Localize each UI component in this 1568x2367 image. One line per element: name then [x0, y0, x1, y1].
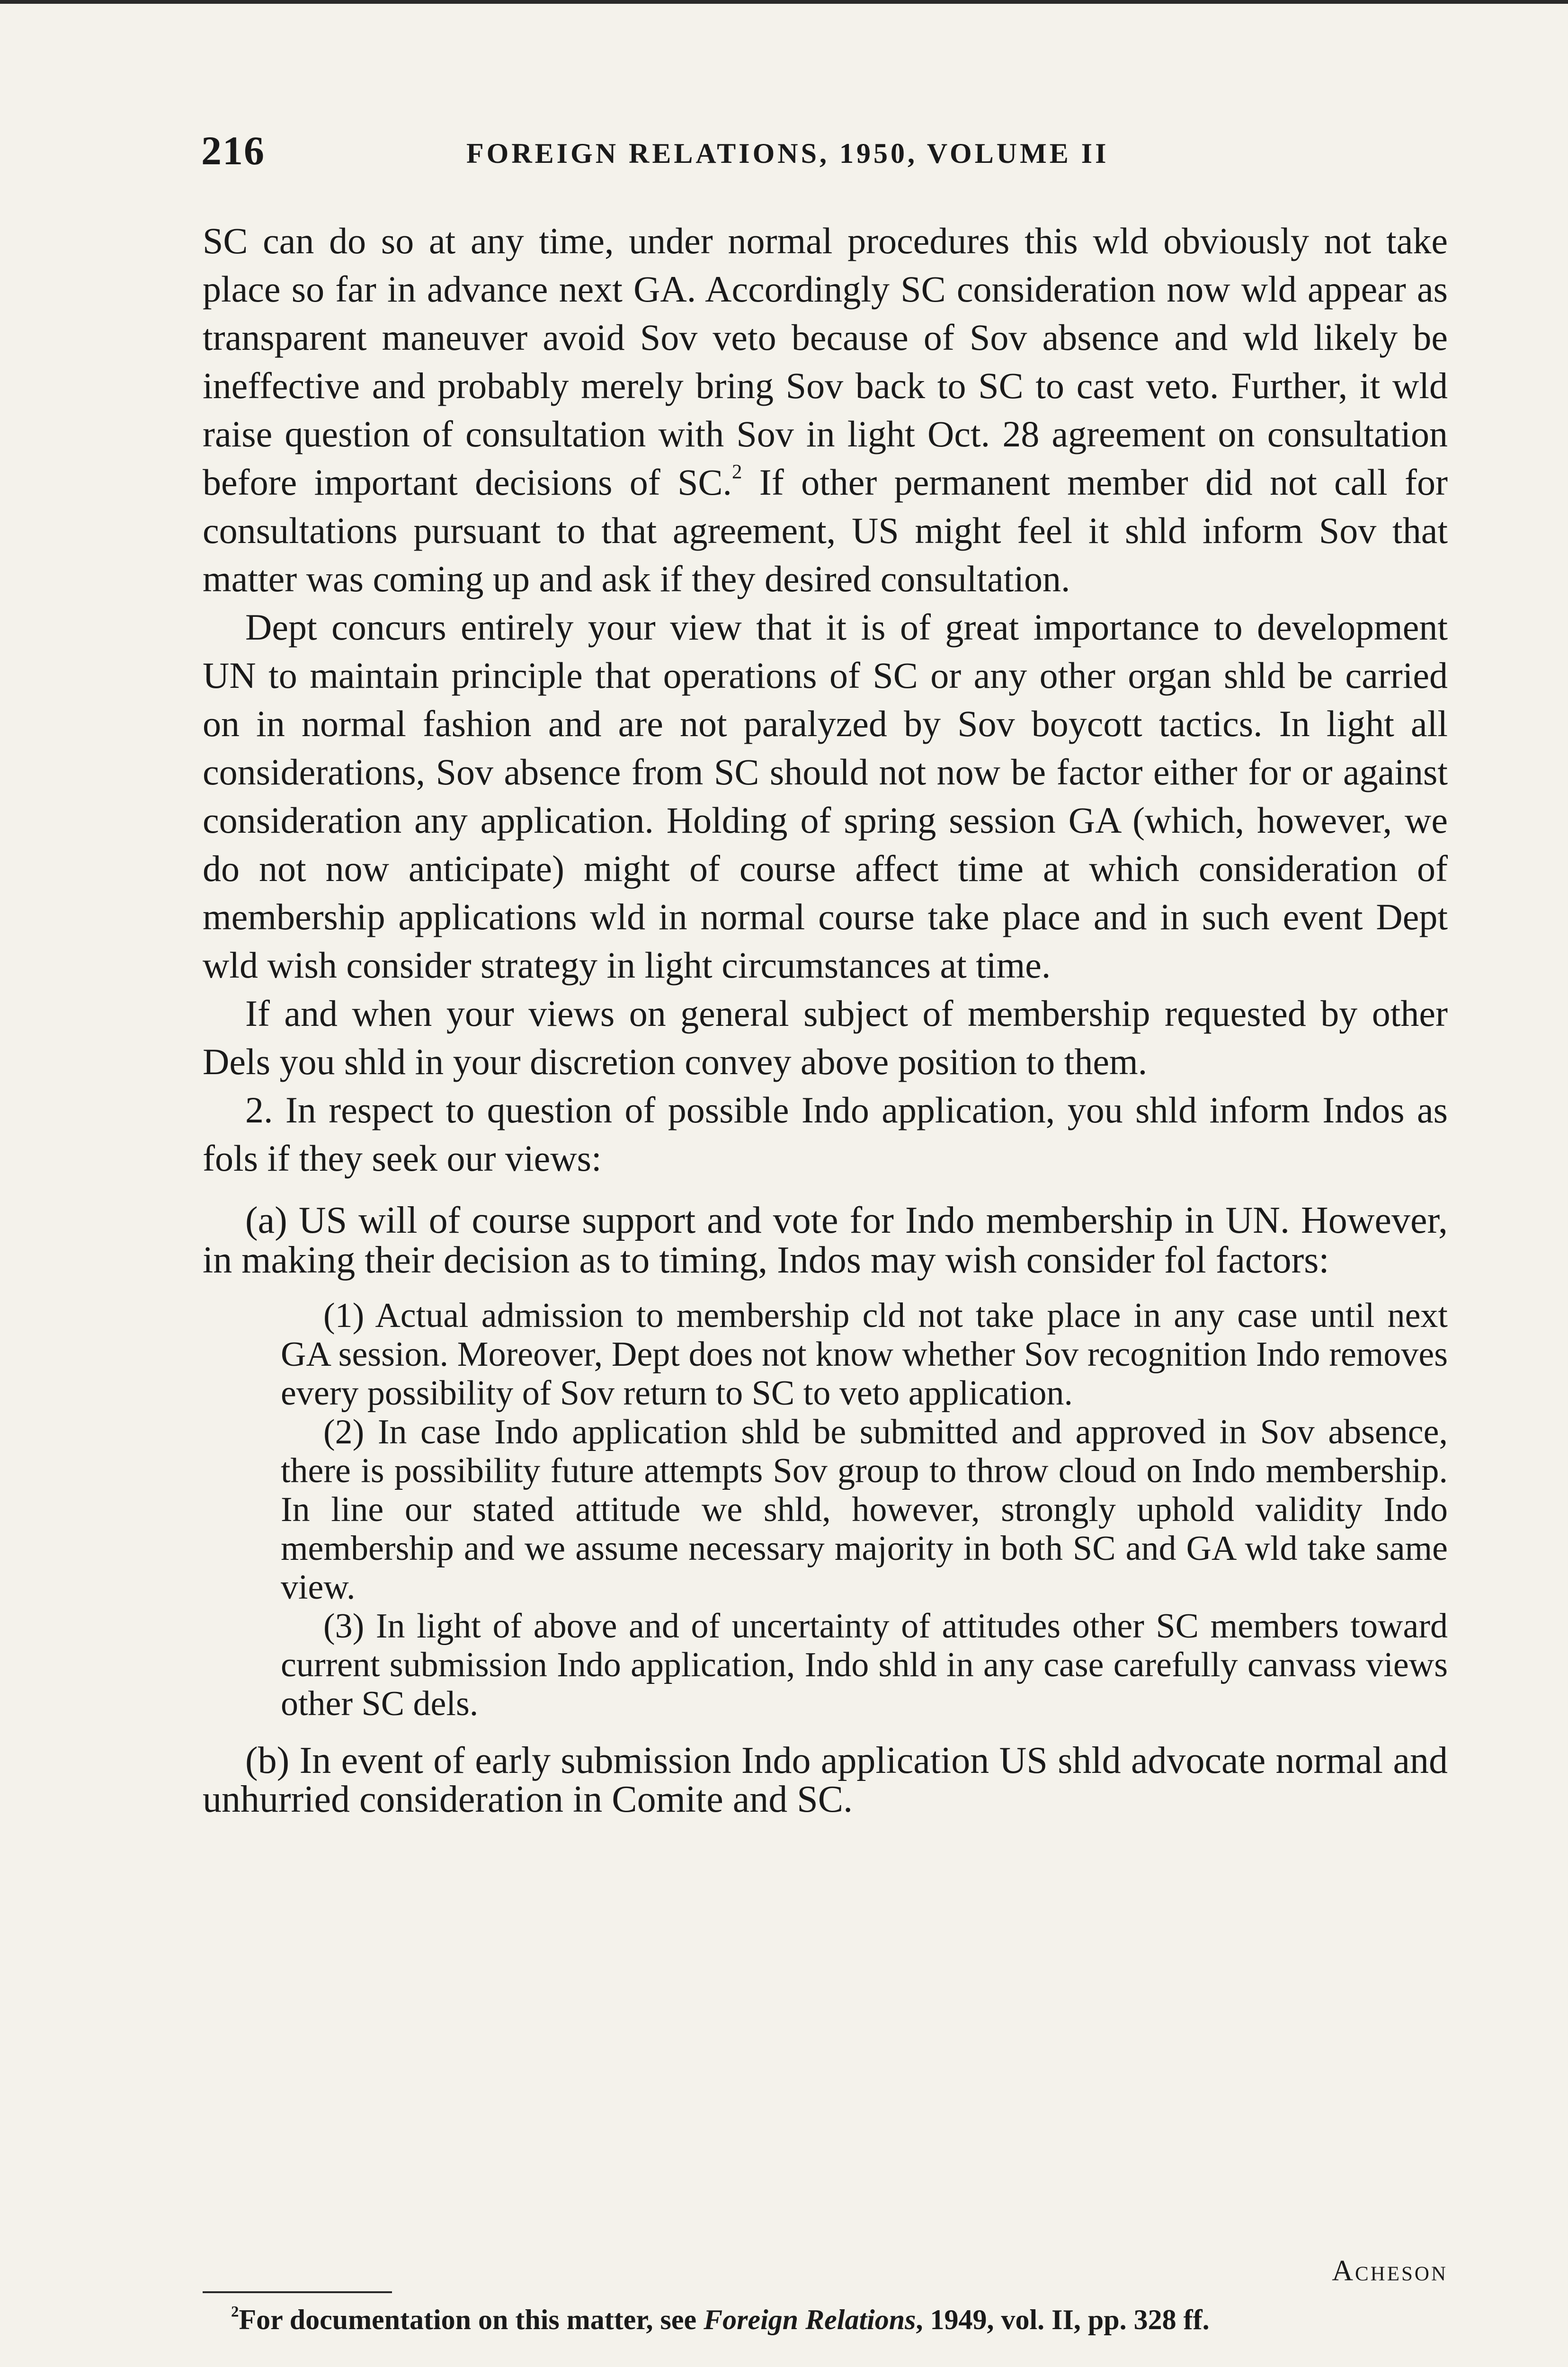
- footnote-marker: 2: [231, 2303, 239, 2321]
- paragraph-1: SC can do so at any time, under normal procedures this wld obviously not take place so far in advance next GA. Accordingly SC consideration now wld appear as transparent maneuver avoid Sov veto because of Sov absence and wld likely be ineffective and probably merely bring Sov back to SC to cast veto. Further, it wld raise question of consultation with Sov in light Oct. 28 agreement on consultation before important decisions of SC.$^2$ If other permanent member did not call for consultations pursuant to that agreement, US might feel it shld inform Sov that matter was coming up and ask if they desired consultation.: [203, 220, 1448, 599]
- sub-item-list: [281, 1296, 1448, 1723]
- page-number: 216: [201, 128, 265, 173]
- signature: Acheson: [1332, 2255, 1448, 2287]
- sub-item-3: (3) In light of above and of uncertainty of attitudes other SC members toward current submission Indo application, Indo shld in any case carefully canvass views other SC dels.: [281, 1607, 1448, 1723]
- item-a: (a) US will of course support and vote for Indo membership in UN. However, in making their decision as to timing, Indos may wish consider fol factors:: [203, 1200, 1448, 1281]
- body-text: [203, 217, 1448, 1819]
- paragraph-4: 2. In respect to question of possible Indo application, you shld inform Indos as fols if they seek our views:: [203, 1089, 1448, 1179]
- footnote-reference: 2: [732, 461, 742, 483]
- paragraph-2: Dept concurs entirely your view that it is of great importance to development UN to maintain principle that operations of SC or any other organ shld be carried on in normal fashion and are not paralyzed by Sov boycott tactics. In light all considerations, Sov absence from SC should not now be factor either for or against consideration any application. Holding of spring session GA (which, however, we do not now anticipate) might of course affect time at which consideration of membership applications wld in normal course take place and in such event Dept wld wish consider strategy in light circumstances at time.: [203, 606, 1448, 986]
- paragraph-3: If and when your views on general subject of membership requested by other Dels you shld in your discretion convey above position to them.: [203, 993, 1448, 1082]
- running-head: FOREIGN RELATIONS, 1950, VOLUME II: [466, 138, 1109, 169]
- top-edge-rule: [0, 0, 1568, 4]
- footnote: $^2$For documentation on this matter, see Foreign Relations, 1949, vol. II, pp. 328 ff.: [231, 2303, 1210, 2335]
- sub-item-2: (2) In case Indo application shld be submitted and approved in Sov absence, there is possibility future attempts Sov group to throw cloud on Indo membership. In line our stated attitude we shld, however, strongly uphold validity Indo membership and we assume necessary majority in both SC and GA wld take same view.: [281, 1413, 1448, 1607]
- footnote-citation: Foreign Relations: [704, 2304, 916, 2335]
- sub-item-1: (1) Actual admission to membership cld not take place in any case until next GA session. Moreover, Dept does not know whether Sov recognition Indo removes every possibility of Sov return to SC to veto application.: [281, 1296, 1448, 1413]
- item-b: (b) In event of early submission Indo application US shld advocate normal and unhurried consideration in Comite and SC.: [203, 1740, 1448, 1820]
- page-header: [201, 127, 1446, 174]
- footnote-divider: [203, 2291, 392, 2293]
